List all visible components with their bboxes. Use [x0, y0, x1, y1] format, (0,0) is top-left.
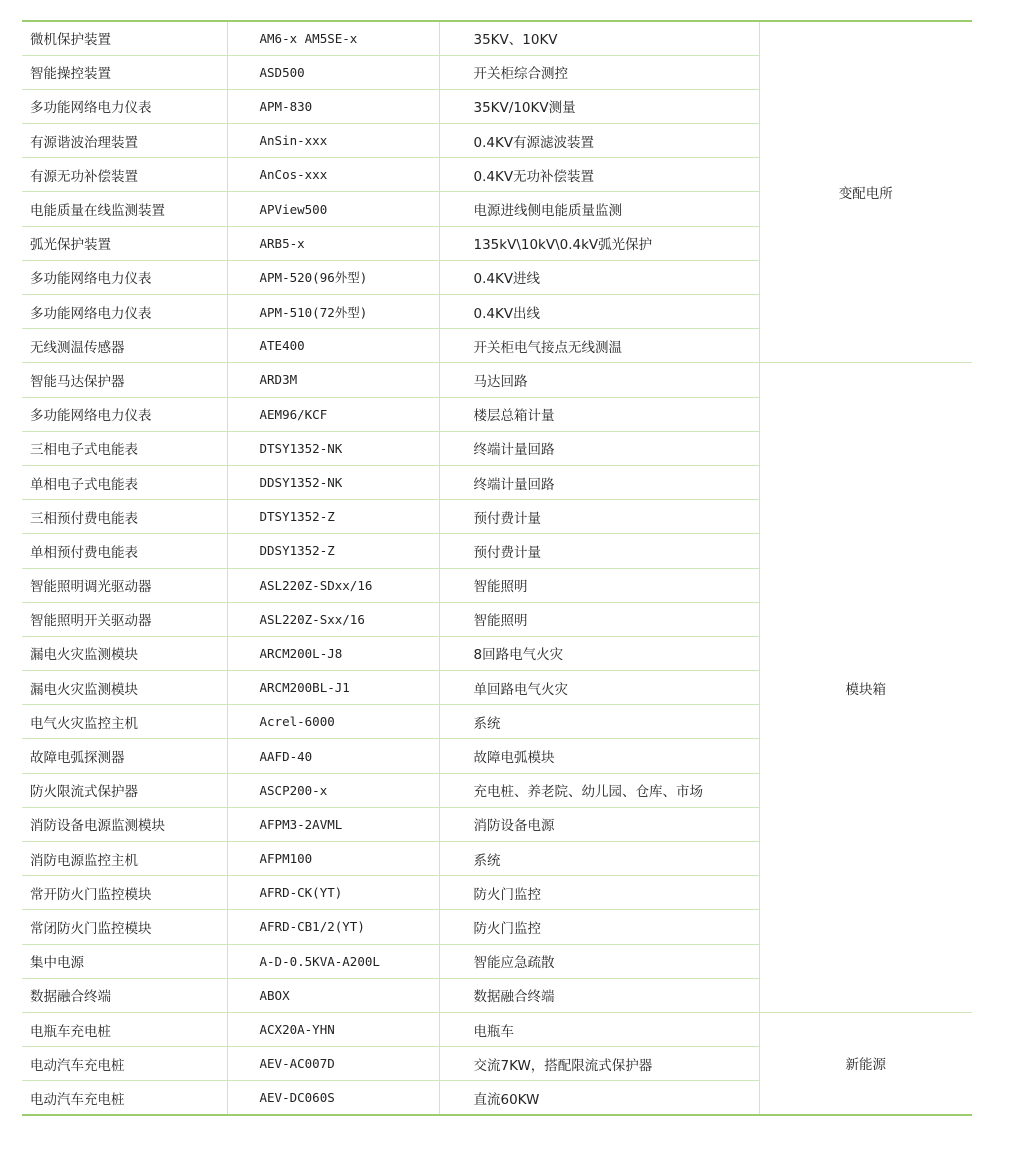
table-row — [22, 21, 972, 55]
model-cell: DDSY1352-NK — [227, 465, 439, 499]
product-name-cell: 单相电子式电能表 — [22, 465, 227, 499]
model-cell: ABOX — [227, 978, 439, 1012]
product-name-cell: 微机保护装置 — [22, 21, 227, 55]
model-cell: AAFD-40 — [227, 739, 439, 773]
description-cell: 智能照明 — [439, 568, 759, 602]
description-cell: 终端计量回路 — [439, 465, 759, 499]
category-cell: 变配电所 — [759, 21, 972, 363]
model-cell: AEV-AC007D — [227, 1047, 439, 1081]
product-name-cell: 电气火灾监控主机 — [22, 705, 227, 739]
model-cell: DDSY1352-Z — [227, 534, 439, 568]
model-cell: ARCM200L-J8 — [227, 636, 439, 670]
description-cell: 0.4KV出线 — [439, 295, 759, 329]
description-cell: 开关柜电气接点无线测温 — [439, 329, 759, 363]
description-cell: 直流60KW — [439, 1081, 759, 1115]
description-cell: 防火门监控 — [439, 910, 759, 944]
product-name-cell: 消防电源监控主机 — [22, 842, 227, 876]
model-cell: ATE400 — [227, 329, 439, 363]
description-cell: 马达回路 — [439, 363, 759, 397]
description-cell: 8回路电气火灾 — [439, 636, 759, 670]
product-name-cell: 多功能网络电力仪表 — [22, 295, 227, 329]
category-cell: 模块箱 — [759, 363, 972, 1013]
product-name-cell: 单相预付费电能表 — [22, 534, 227, 568]
model-cell: ACX20A-YHN — [227, 1012, 439, 1046]
model-cell: APView500 — [227, 192, 439, 226]
product-name-cell: 漏电火灾监测模块 — [22, 671, 227, 705]
product-name-cell: 故障电弧探测器 — [22, 739, 227, 773]
description-cell: 135kV\10kV\0.4kV弧光保护 — [439, 226, 759, 260]
description-cell: 楼层总箱计量 — [439, 397, 759, 431]
model-cell: AFRD-CK(YT) — [227, 876, 439, 910]
description-cell: 防火门监控 — [439, 876, 759, 910]
description-cell: 0.4KV进线 — [439, 260, 759, 294]
product-name-cell: 多功能网络电力仪表 — [22, 397, 227, 431]
product-table-container — [22, 20, 972, 1116]
product-name-cell: 电动汽车充电桩 — [22, 1081, 227, 1115]
model-cell: ASL220Z-SDxx/16 — [227, 568, 439, 602]
description-cell: 0.4KV有源滤波装置 — [439, 124, 759, 158]
product-name-cell: 有源无功补偿装置 — [22, 158, 227, 192]
description-cell: 电源进线侧电能质量监测 — [439, 192, 759, 226]
product-name-cell: 智能照明调光驱动器 — [22, 568, 227, 602]
product-name-cell: 电动汽车充电桩 — [22, 1047, 227, 1081]
product-name-cell: 三相预付费电能表 — [22, 500, 227, 534]
model-cell: AnCos-xxx — [227, 158, 439, 192]
model-cell: AFPM100 — [227, 842, 439, 876]
product-name-cell: 电瓶车充电桩 — [22, 1012, 227, 1046]
product-name-cell: 多功能网络电力仪表 — [22, 260, 227, 294]
model-cell: ASCP200-x — [227, 773, 439, 807]
description-cell: 单回路电气火灾 — [439, 671, 759, 705]
product-name-cell: 智能操控装置 — [22, 55, 227, 89]
model-cell: Acrel-6000 — [227, 705, 439, 739]
product-name-cell: 多功能网络电力仪表 — [22, 89, 227, 123]
description-cell: 交流7KW，搭配限流式保护器 — [439, 1047, 759, 1081]
model-cell: AEV-DC060S — [227, 1081, 439, 1115]
product-name-cell: 漏电火灾监测模块 — [22, 636, 227, 670]
description-cell: 消防设备电源 — [439, 807, 759, 841]
model-cell: DTSY1352-NK — [227, 431, 439, 465]
model-cell: APM-510(72外型) — [227, 295, 439, 329]
product-table — [22, 20, 972, 1116]
product-name-cell: 常闭防火门监控模块 — [22, 910, 227, 944]
description-cell: 0.4KV无功补偿装置 — [439, 158, 759, 192]
product-name-cell: 消防设备电源监测模块 — [22, 807, 227, 841]
product-name-cell: 集中电源 — [22, 944, 227, 978]
product-name-cell: 弧光保护装置 — [22, 226, 227, 260]
description-cell: 故障电弧模块 — [439, 739, 759, 773]
product-name-cell: 电能质量在线监测装置 — [22, 192, 227, 226]
description-cell: 智能应急疏散 — [439, 944, 759, 978]
product-name-cell: 无线测温传感器 — [22, 329, 227, 363]
model-cell: AM6-x AM5SE-x — [227, 21, 439, 55]
description-cell: 数据融合终端 — [439, 978, 759, 1012]
product-name-cell: 智能马达保护器 — [22, 363, 227, 397]
description-cell: 预付费计量 — [439, 500, 759, 534]
table-row — [22, 363, 972, 397]
description-cell: 35KV/10KV测量 — [439, 89, 759, 123]
description-cell: 智能照明 — [439, 602, 759, 636]
model-cell: AnSin-xxx — [227, 124, 439, 158]
model-cell: APM-830 — [227, 89, 439, 123]
product-name-cell: 防火限流式保护器 — [22, 773, 227, 807]
model-cell: ARD3M — [227, 363, 439, 397]
model-cell: ARCM200BL-J1 — [227, 671, 439, 705]
model-cell: ARB5-x — [227, 226, 439, 260]
model-cell: AFRD-CB1/2(YT) — [227, 910, 439, 944]
model-cell: DTSY1352-Z — [227, 500, 439, 534]
model-cell: ASD500 — [227, 55, 439, 89]
product-name-cell: 数据融合终端 — [22, 978, 227, 1012]
description-cell: 电瓶车 — [439, 1012, 759, 1046]
model-cell: ASL220Z-Sxx/16 — [227, 602, 439, 636]
product-name-cell: 常开防火门监控模块 — [22, 876, 227, 910]
table-row — [22, 1012, 972, 1046]
product-name-cell: 智能照明开关驱动器 — [22, 602, 227, 636]
description-cell: 35KV、10KV — [439, 21, 759, 55]
model-cell: A-D-0.5KVA-A200L — [227, 944, 439, 978]
description-cell: 系统 — [439, 842, 759, 876]
product-name-cell: 三相电子式电能表 — [22, 431, 227, 465]
description-cell: 预付费计量 — [439, 534, 759, 568]
category-cell: 新能源 — [845, 1057, 886, 1074]
description-cell: 系统 — [439, 705, 759, 739]
model-cell: AFPM3-2AVML — [227, 807, 439, 841]
description-cell: 开关柜综合测控 — [439, 55, 759, 89]
model-cell: AEM96/KCF — [227, 397, 439, 431]
product-table-body — [22, 21, 972, 1115]
description-cell: 充电桩、养老院、幼儿园、仓库、市场 — [439, 773, 759, 807]
description-cell: 终端计量回路 — [439, 431, 759, 465]
product-name-cell: 有源谐波治理装置 — [22, 124, 227, 158]
model-cell: APM-520(96外型) — [227, 260, 439, 294]
